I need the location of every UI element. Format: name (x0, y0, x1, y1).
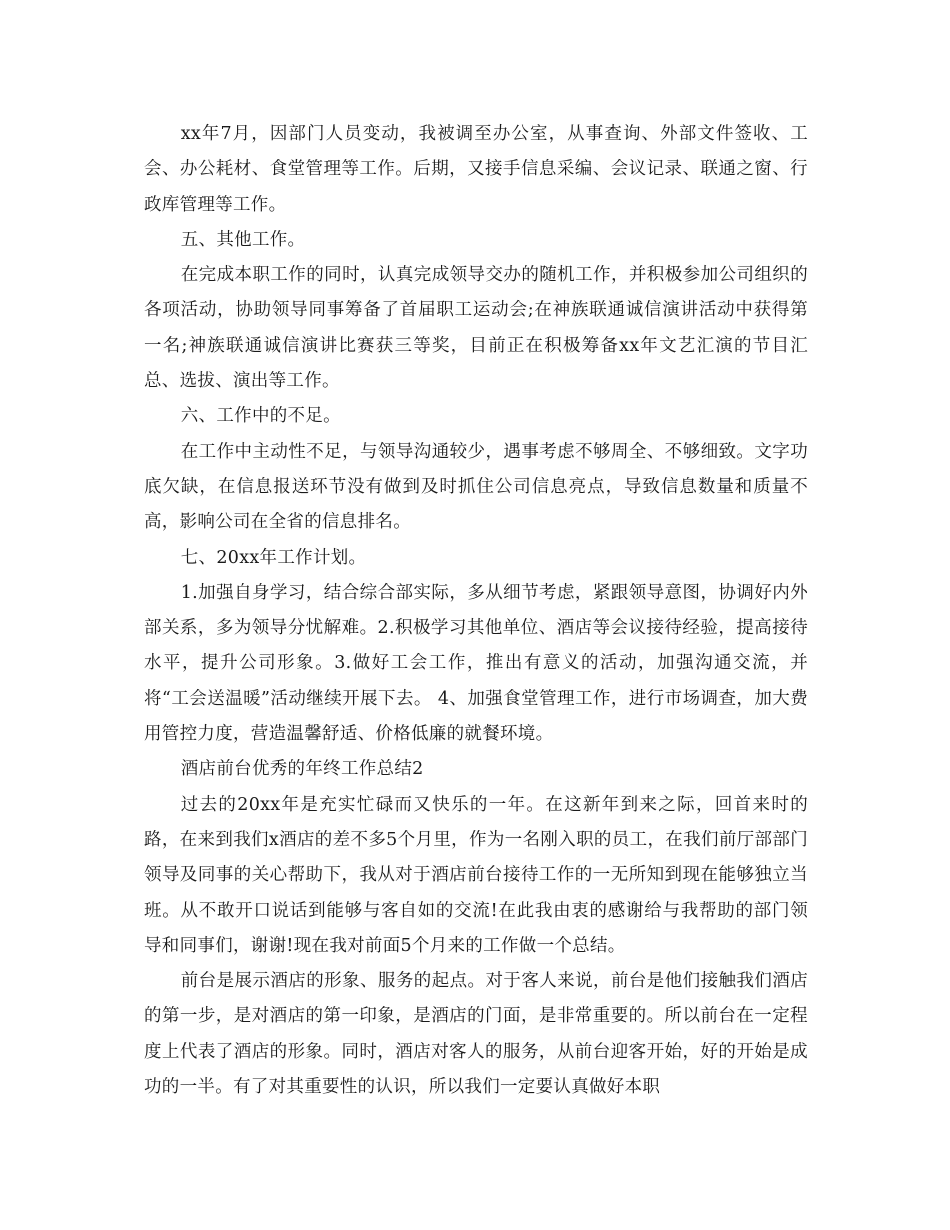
paragraph-year-review: 过去的20xx年是充实忙碌而又快乐的一年。在这新年到来之际，回首来时的路，在来到我们x酒店的差不多5个月里，作为一名刚入职的员工，在我们前厅部部门领导及同事的关心帮助下，我从对于酒店前台接待工作的一无所知到现在能够独立当班。从不敢开口说话到能够与客自如的交流!在此我由衷的感谢给与我帮助的部门领导和同事们，谢谢!现在我对前面5个月来的工作做一个总结。 (144, 794, 808, 956)
paragraph-work-plan: 1.加强自身学习，结合综合部实际，多从细节考虑，紧跟领导意图，协调好内外部关系，多为领导分忧解难。2.积极学习其他单位、酒店等会议接待经验，提高接待水平，提升公司形象。3.做好工会工作，推出有意义的活动，加强沟通交流，并将“工会送温暖”活动继续开展下去。 4、加强食堂管理工作，进行市场调查，加大费用管控力度，营造温馨舒适、价格低廉的就餐环境。 (144, 582, 808, 745)
paragraph-office-duties: xx年7月，因部门人员变动，我被调至办公室，从事查询、外部文件签收、工会、办公耗材、食堂管理等工作。后期，又接手信息采编、会议记录、联通之窗、行政库管理等工作。 (144, 124, 808, 215)
section-heading-other-work: 五、其他工作。 (180, 229, 306, 250)
article-title-2: 酒店前台优秀的年终工作总结2 (180, 759, 424, 780)
document-body (144, 117, 808, 1105)
paragraph-other-work: 在完成本职工作的同时，认真完成领导交办的随机工作，并积极参加公司组织的各项活动，协助领导同事筹备了首届职工运动会;在神族联通诚信演讲活动中获得第一名;神族联通诚信演讲比赛获三等奖，目前正在积极筹备xx年文艺汇演的节目汇总、选拔、演出等工作。 (144, 265, 808, 392)
paragraph-shortcomings: 在工作中主动性不足，与领导沟通较少，遇事考虑不够周全、不够细致。文字功底欠缺，在信息报送环节没有做到及时抓住公司信息亮点，导致信息数量和质量不高，影响公司在全省的信息排名。 (144, 441, 808, 533)
section-heading-shortcomings: 六、工作中的不足。 (180, 406, 341, 427)
paragraph-front-desk-role: 前台是展示酒店的形象、服务的起点。对于客人来说，前台是他们接触我们酒店的第一步，是对酒店的第一印象，是酒店的门面，是非常重要的。所以前台在一定程度上代表了酒店的形象。同时，酒店对客人的服务，从前台迎客开始，好的开始是成功的一半。有了对其重要性的认识，所以我们一定要认真做好本职 (144, 971, 808, 1098)
section-heading-work-plan: 七、20xx年工作计划。 (180, 547, 367, 568)
